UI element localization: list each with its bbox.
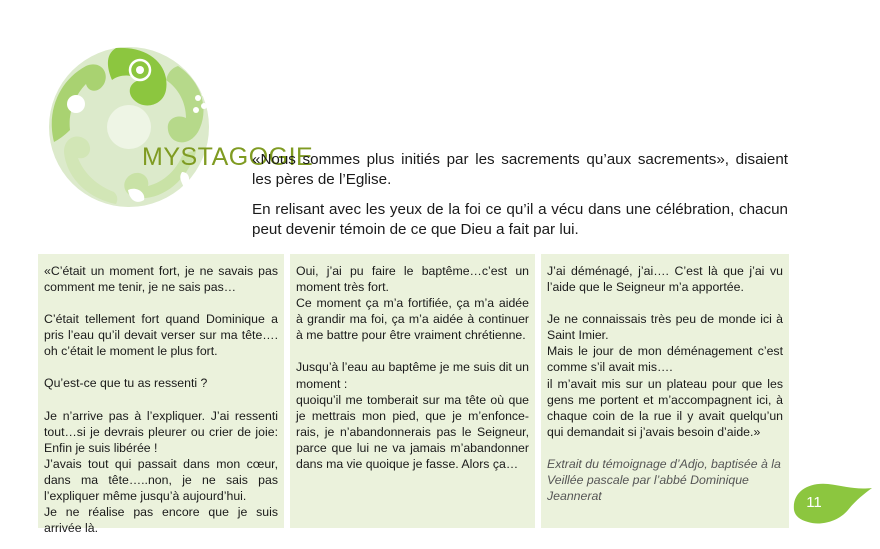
column-3-paragraph-2: Je ne connaissais très peu de monde ici à Saint Imier. Mais le jour de mon déménagement c’est comme s’il avait mis…. il m’avait mis sur un plateau pour que les gens me portent et m’accompagnent ici, à chaque coin de la rue il y avait quelqu’un qui demandait si j’avais besoin d’aide.»	[547, 312, 783, 439]
liturgy-wheel-logo	[46, 44, 212, 210]
page-number: 11	[806, 494, 822, 511]
testimony-credit: Extrait du témoignage d’Adjo, baptisée à la Veillée pascale par l’abbé Dominique Jeannerat	[547, 456, 781, 504]
column-2-paragraph-2: Jusqu’à l’eau au baptême je me suis dit un moment : quoiqu’il me tomberait sur ma tête où que je mettrais mon pied, que je m’enfonce-rais, je n’abandonnerais pas le Seigneur, parce que lui ne va jamais m’abandonner dans ma vie quoique je fasse. Alors ça…	[296, 360, 529, 472]
column-2-paragraph-1: Oui, j’ai pu faire le baptême…c’est un moment très fort. Ce moment ça m’a fortifiée, ça m’a aidée à grandir ma foi, ça m’a aidée à continuer à me battre pour être vraiment chrétienne.	[296, 264, 529, 343]
column-1-paragraph-3: Qu’est-ce que tu as ressenti ?	[44, 376, 208, 391]
testimony-column-1	[38, 254, 284, 536]
column-3-paragraph-1: J’ai déménagé, j’ai…. C’est là que j’ai vu l’aide que le Seigneur m’a apportée.	[547, 264, 783, 295]
testimony-column-2	[290, 254, 535, 528]
testimony-column-3	[541, 254, 789, 528]
intro-paragraph-2: En relisant avec les yeux de la foi ce qu’il a vécu dans une célébration, chacun peut devenir témoin de ce que Dieu a fait par lui.	[252, 201, 788, 238]
intro-paragraph-1: «Nous sommes plus initiés par les sacrements qu’aux sacrements», disaient les pères de l’Eglise.	[252, 151, 788, 188]
column-1-paragraph-1: «C’était un moment fort, je ne savais pas comment me tenir, je ne sais pas…	[44, 264, 278, 295]
page-title: MYSTAGOGIE	[142, 142, 314, 171]
column-1-paragraph-4: Je n’arrive pas à l’expliquer. J’ai ressenti tout…si je devrais pleurer ou crier de joie: Enfin je suis libérée ! J’avais tout qui passait dans mon cœur, dans ma tête…..non, je ne sais pas l’expliquer même jusqu’à aujourd’hui. Je ne réalise pas encore que je suis arrivée là.	[44, 408, 278, 536]
column-1-paragraph-2: C’était tellement fort quand Dominique a pris l’eau qu’il devait verser sur ma tête…. oh c’était le moment le plus fort.	[44, 312, 278, 359]
intro-text	[252, 150, 788, 250]
